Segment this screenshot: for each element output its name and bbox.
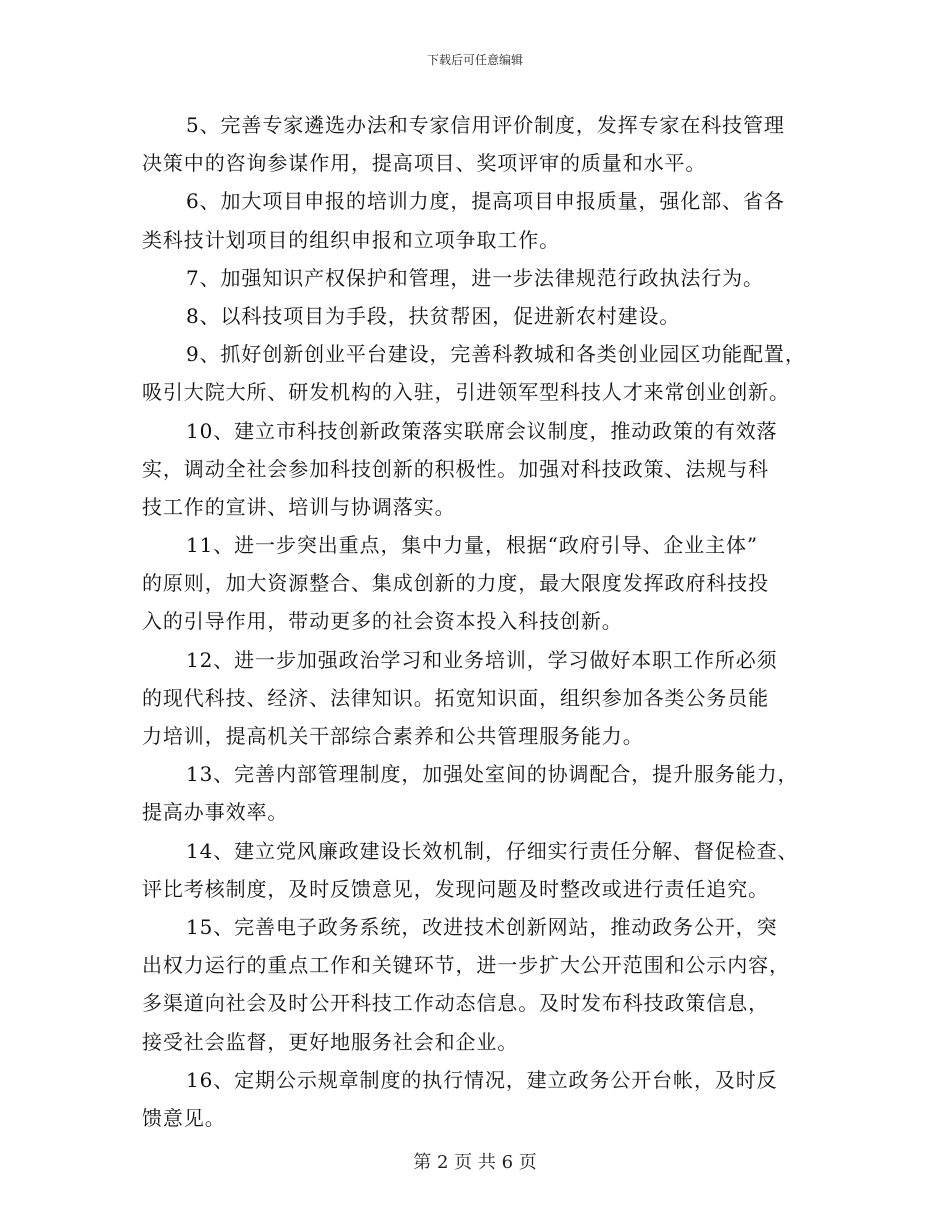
item-16-line-2: 馈意见。 bbox=[142, 1105, 226, 1130]
item-11-line-2: 的原则，加大资源整合、集成创新的力度，最大限度发挥政府科技投 bbox=[142, 571, 769, 596]
item-6-line-1: 6、加大项目申报的培训力度，提高项目申报质量，强化部、省各 bbox=[186, 189, 785, 214]
item-15-line-1: 15、完善电子政务系统，改进技术创新网站，推动政务公开，突 bbox=[186, 914, 778, 939]
page-footer: 第 2 页 共 6 页 bbox=[413, 1152, 537, 1173]
item-16-line-1: 16、定期公示规章制度的执行情况，建立政务公开台帐，及时反 bbox=[186, 1067, 778, 1092]
item-15-line-2: 出权力运行的重点工作和关键环节，进一步扩大公开范围和公示内容， bbox=[142, 953, 790, 978]
item-9-line-2: 吸引大院大所、研发机构的入驻，引进领军型科技人才来常创业创新。 bbox=[142, 380, 790, 405]
item-12-line-2: 的现代科技、经济、法律知识。拓宽知识面，组织参加各类公务员能 bbox=[142, 685, 769, 710]
item-13-line-1: 13、完善内部管理制度，加强处室间的协调配合，提升服务能力， bbox=[186, 762, 799, 787]
item-14-line-2: 评比考核制度，及时反馈意见，发现问题及时整改或进行责任追究。 bbox=[142, 876, 769, 901]
document-body bbox=[142, 106, 814, 1137]
item-15-line-4: 接受社会监督，更好地服务社会和企业。 bbox=[142, 1029, 519, 1054]
item-6-line-2: 类科技计划项目的组织申报和立项争取工作。 bbox=[142, 227, 560, 252]
item-15-line-3: 多渠道向社会及时公开科技工作动态信息。及时发布科技政策信息， bbox=[142, 991, 769, 1016]
item-7-line-1: 7、加强知识产权保护和管理，进一步法律规范行政执法行为。 bbox=[186, 265, 764, 290]
page-header: 下载后可任意编辑 bbox=[426, 53, 523, 67]
item-10-line-3: 技工作的宣讲、培训与协调落实。 bbox=[142, 494, 456, 519]
item-11-line-1: 11、进一步突出重点，集中力量，根据“政府引导、企业主体” bbox=[186, 533, 758, 558]
item-10-line-2: 实，调动全社会参加科技创新的积极性。加强对科技政策、法规与科 bbox=[142, 456, 769, 481]
item-11-line-3: 入的引导作用，带动更多的社会资本投入科技创新。 bbox=[142, 609, 623, 634]
item-10-line-1: 10、建立市科技创新政策落实联席会议制度，推动政策的有效落 bbox=[186, 418, 778, 443]
item-5-line-2: 决策中的咨询参谋作用，提高项目、奖项评审的质量和水平。 bbox=[142, 151, 707, 176]
item-5-line-1: 5、完善专家遴选办法和专家信用评价制度，发挥专家在科技管理 bbox=[186, 113, 785, 137]
item-8-line-1: 8、以科技项目为手段，扶贫帮困，促进新农村建设。 bbox=[186, 303, 681, 328]
item-9-line-1: 9、抓好创新创业平台建设，完善科教城和各类创业园区功能配置， bbox=[186, 342, 806, 367]
item-12-line-1: 12、进一步加强政治学习和业务培训，学习做好本职工作所必须 bbox=[186, 647, 778, 672]
item-13-line-2: 提高办事效率。 bbox=[142, 800, 289, 825]
item-12-line-3: 力培训，提高机关干部综合素养和公共管理服务能力。 bbox=[142, 724, 644, 748]
item-14-line-1: 14、建立党风廉政建设长效机制，仔细实行责任分解、督促检查、 bbox=[186, 838, 799, 863]
